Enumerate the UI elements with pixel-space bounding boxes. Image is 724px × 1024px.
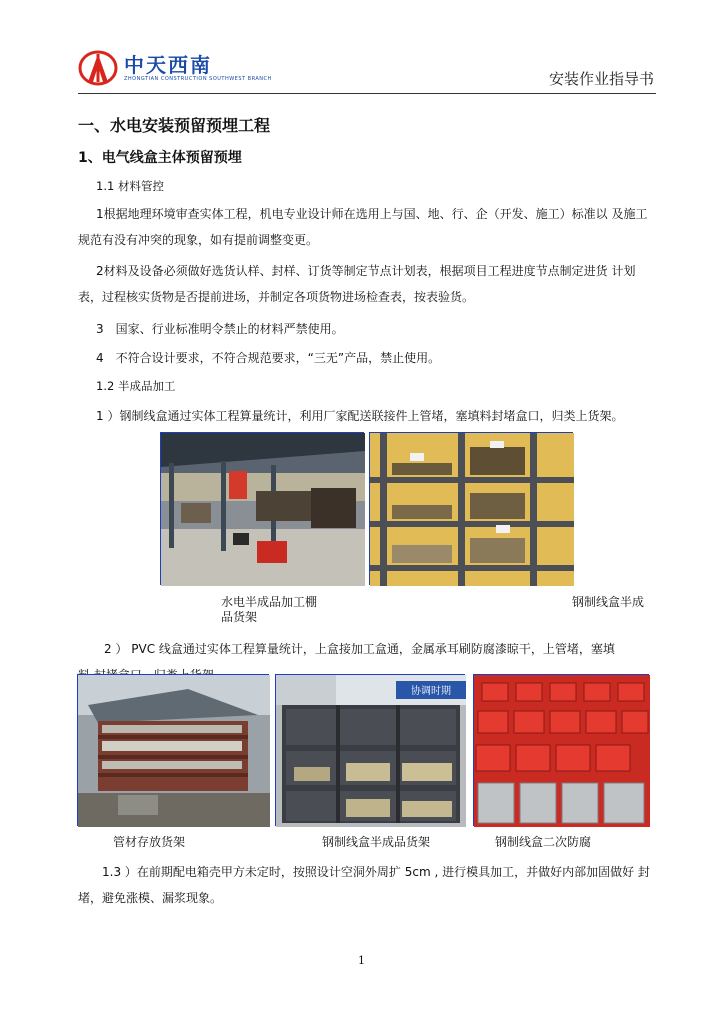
caption-steel-box-shelf: 钢制线盒半成 [572, 595, 645, 609]
photo-steel-box-shelf [369, 432, 573, 585]
caption-pipe-storage-rack: 管材存放货架 [113, 835, 186, 849]
caption-anti-corrosion-boxes: 钢制线盒二次防腐 [495, 835, 592, 849]
logo-emblem-icon [78, 50, 118, 86]
paragraph-6-cont [78, 662, 658, 674]
logo-english-name: ZHONGTIAN CONSTRUCTION SOUTHWEST BRANCH [124, 75, 272, 82]
photo-banner-text: 协调时期 [411, 686, 451, 697]
photo-semi-finished-shelf [275, 674, 465, 826]
clause-1-2-title: 1.2 半成品加工 [96, 379, 176, 393]
paragraph-4: 4 不符合设计要求，不符合规范要求，“三无”产品，禁止使用。 [96, 351, 441, 365]
header-divider [78, 93, 656, 94]
caption-processing-shed: 水电半成品加工棚 [221, 595, 318, 609]
document-title: 安装作业指导书 [548, 70, 654, 88]
caption-semi-finished-shelf: 钢制线盒半成品货架 [322, 835, 431, 849]
caption-steel-box-shelf-cont: 品货架 [221, 610, 258, 624]
subsection-heading: 1、电气线盒主体预留预埋 [78, 150, 242, 166]
page-header [0, 0, 724, 100]
photo-pipe-storage-rack [77, 674, 269, 826]
logo-chinese-name: 中天西南 [124, 52, 212, 77]
paragraph-1: 1根据地理环境审查实体工程，机电专业设计师在选用上与国、地、行、企（开发、施工）标准以 及施工规范有没有冲突的现象，如有提前调整变更。 [78, 207, 648, 247]
section-heading: 一、水电安装预留预埋工程 [78, 116, 271, 135]
paragraph-5: 1 ）钢制线盒通过实体工程算量统计，利用厂家配送联接件上管堵，塞填料封堵盒口，归类上货架。 [96, 409, 624, 423]
paragraph-7: 1.3 ）在前期配电箱壳甲方未定时，按照设计空洞外周扩 5cm , 进行模具加工，并做好内部加固做好 封 堵，避免涨模、漏浆现象。 [78, 865, 650, 905]
photo-processing-shed [160, 432, 364, 585]
paragraph-6: 2 ） PVC 线盒通过实体工程算量统计，上盒接加工盒通，金属承耳刷防腐漆晾干，上管堵，塞填 [104, 642, 615, 656]
company-logo [78, 50, 272, 86]
paragraph-3: 3 国家、行业标准明令禁止的材料严禁使用。 [96, 322, 344, 336]
photo-anti-corrosion-boxes [473, 674, 649, 826]
paragraph-2: 2材料及设备必须做好选货认样、封样、订货等制定节点计划表，根据项目工程进度节点制定进货 计划表，过程核实货物是否提前进场，并制定各项货物进场检查表，按表验货。 [78, 264, 636, 304]
page-number: 1 [358, 954, 365, 967]
clause-1-1-title: 1.1 材料管控 [96, 179, 164, 193]
